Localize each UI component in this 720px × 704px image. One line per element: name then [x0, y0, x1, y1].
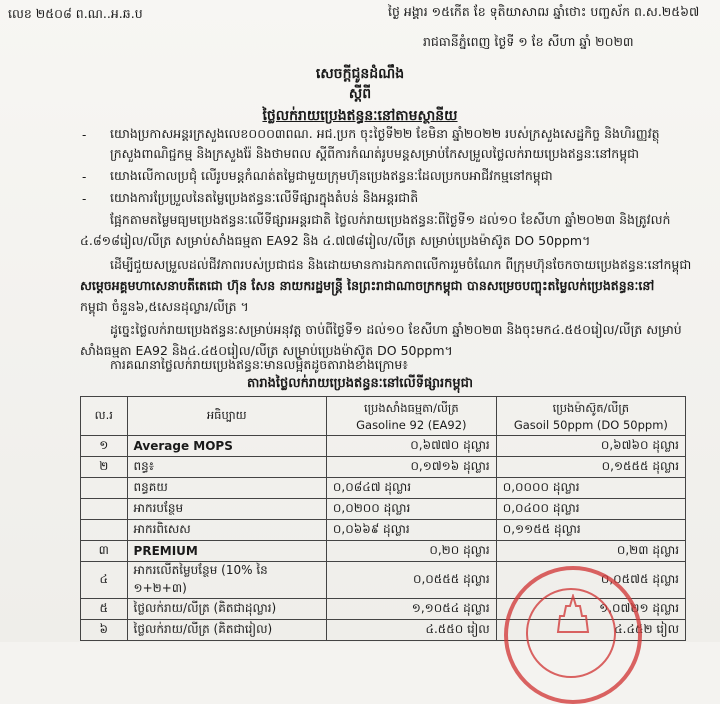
row-gasoline-value: ០,៦៧៧០ ដុល្លារ — [326, 436, 496, 457]
about-label: ស្តីពី — [348, 86, 372, 102]
row-gasoline-value: ០,១៧១៦ ដុល្លារ — [326, 457, 496, 478]
paragraph-2-line-1: ដើម្បីជួយសម្រួលដល់ជីវភាពរបស់ប្រជាជន និងដោយមានការឯកភាពលើការរួមចំណែក ពីក្រុមហ៊ុនចែកចាយប្រេងឥន្ធនៈនៅកម្ពុជា — [110, 257, 692, 272]
row-gasoil-value: ០,១១៥៥ ដុល្លារ — [496, 520, 685, 541]
bullet-1-line-1: យោងប្រកាសអន្តរក្រសួងលេខ០០០៣ពណ. អជ.ប្រក ចុះថ្ងៃទី២២ ខែមិនា ឆ្នាំ២០២២ របស់ក្រសួងសេដ្ឋកិច្ច និងហិរញ្ញវត្ថុ — [110, 126, 660, 141]
paragraph-4: ការគណនាថ្លៃលក់រាយប្រេងឥន្ធនៈមានលម្អិតដូចតារាងខាងក្រោម៖ — [110, 357, 408, 372]
bullet-dash: - — [82, 128, 87, 142]
bullet-3: យោងការប្រែប្រួលនៃតម្លៃប្រេងឥន្ធនៈលើទីផ្សារក្នុងតំបន់ និងអន្តរជាតិ — [110, 190, 419, 205]
row-number: ១ — [81, 436, 128, 457]
reference-number: លេខ ២៥០៨ ព.ណ..អ.ឆ.ប — [8, 6, 143, 21]
row-gasoil-value: ០,០៥៧៥ ដុល្លារ — [496, 562, 685, 599]
notice-title: សេចក្តីជូនដំណឹង — [315, 66, 405, 82]
subject-title: ថ្លៃលក់រាយប្រេងឥន្ធនៈនៅតាមស្ថានីយ — [262, 108, 458, 124]
paragraph-2-line-2: សម្តេចអគ្គមហាសេនាបតីតេជោ ហ៊ុន សែន នាយករដ្ឋមន្ត្រី នៃព្រះរាជាណាចក្រកម្ពុជា បានសម្រេចបញ្ចុះតម្លៃលក់ប្រេងឥន្ធនៈនៅ — [80, 278, 655, 293]
bullet-dash: - — [82, 170, 87, 184]
header-gasoline-kh: ប្រេងសាំងធម្មតា/លីត្រ — [363, 400, 459, 415]
row-number: ៤ — [81, 562, 128, 599]
row-number: ២ — [81, 457, 128, 478]
row-number — [81, 478, 128, 499]
header-gasoline-en: Gasoline 92 (EA92) — [356, 417, 467, 432]
row-description: Average MOPS — [127, 436, 326, 457]
row-description: អាករបន្ថែម — [127, 499, 326, 520]
lunar-date: ថ្ងៃ អង្គារ ១៥កើត ខែ ទុតិយាសាឍ ឆ្នាំថោះ បញ្ចស័ក ព.ស.២៥៦៧ — [388, 4, 700, 19]
row-gasoil-value: ០,០៤០០ ដុល្លារ — [496, 499, 685, 520]
paragraph-1-line-2: ៤.៨១៨រៀល/លីត្រ សម្រាប់សាំងធម្មតា EA92 និង ៤.៧៧៨រៀល/លីត្រ សម្រាប់ប្រេងម៉ាស៊ូត DO 50ppm។ — [80, 233, 591, 248]
row-description: ថ្លៃលក់រាយ/លីត្រ (គិតជារៀល) — [127, 620, 326, 641]
row-gasoil-value: ១,០៧២១ ដុល្លារ — [496, 599, 685, 620]
row-gasoline-value: ០,២០ ដុល្លារ — [326, 541, 496, 562]
table-header-row — [81, 397, 686, 436]
row-description: អាករលើតម្លៃបន្ថែម (10% នៃ ១+២+៣) — [127, 562, 326, 599]
table-title: តារាងថ្លៃលក់រាយប្រេងឥន្ធនៈនៅលើទីផ្សារកម្ពុជា — [246, 376, 474, 391]
row-description: ពន្ធគយ — [127, 478, 326, 499]
table-row — [81, 520, 686, 541]
table-row — [81, 541, 686, 562]
row-gasoil-value: ០,១៥៥៥ ដុល្លារ — [496, 457, 685, 478]
header-gasoil-kh: ប្រេងម៉ាស៊ូត/លីត្រ — [552, 400, 630, 415]
table-row — [81, 478, 686, 499]
row-number: ៥ — [81, 599, 128, 620]
table-row — [81, 457, 686, 478]
row-description: ពន្ធ៖ — [127, 457, 326, 478]
row-number — [81, 499, 128, 520]
row-number — [81, 520, 128, 541]
row-gasoline-value: ៤.៥៥០ រៀល — [326, 620, 496, 641]
row-gasoil-value: ០,០០០០ ដុល្លារ — [496, 478, 685, 499]
header-gasoil-en: Gasoil 50ppm (DO 50ppm) — [513, 417, 668, 432]
row-number: ៦ — [81, 620, 128, 641]
paragraph-2-line-3: កម្ពុជា ចំនួន៦,៥សេនដុល្លារ/លីត្រ ។ — [80, 299, 249, 314]
solar-date: រាជធានីភ្នំពេញ ថ្ងៃទី ១ ខែ សីហា ឆ្នាំ ២០២៣ — [423, 34, 634, 49]
row-gasoline-value: ១,១០៥៤ ដុល្លារ — [326, 599, 496, 620]
temple-icon — [556, 594, 590, 634]
row-gasoline-value: ០,០៥៥៥ ដុល្លារ — [326, 562, 496, 599]
row-gasoil-value: ០,២៣ ដុល្លារ — [496, 541, 685, 562]
row-gasoline-value: ០,០៨៤៧ ដុល្លារ — [326, 478, 496, 499]
paragraph-3-line-2: សាំងធម្មតា EA92 និង៤.៤៥០រៀល/លីត្រ សម្រាប់ប្រេងម៉ាស៊ូត DO 50ppm។ — [80, 343, 453, 358]
row-number: ៣ — [81, 541, 128, 562]
row-description: អាករពិសេស — [127, 520, 326, 541]
paragraph-1-line-1: ផ្អែកតាមតម្លៃមធ្យមប្រេងឥន្ធនៈលើទីផ្សារអន្តរជាតិ ថ្លៃលក់រាយប្រេងឥន្ធនៈពីថ្ងៃទី១ ដល់១០ ខែសីហា ឆ្នាំ២០២៣ និងត្រូវលក់ — [110, 212, 671, 227]
bullet-1-line-2: ក្រសួងពាណិជ្ជកម្ម និងក្រសួងរ៉ែ និងថាមពល ស្តីពីការកំណត់រូបមន្តសម្រាប់កែសម្រួលថ្លៃលក់រាយប្រេងឥន្ធនៈនៅកម្ពុជា — [110, 146, 640, 161]
paragraph-3-line-1: ដូច្នេះថ្លៃលក់រាយប្រេងឥន្ធនៈសម្រាប់អនុវត្ត ចាប់ពីថ្ងៃទី១ ដល់១០ ខែសីហា ឆ្នាំ២០២៣ និងចុះមក៤.៥៥០រៀល/លីត្រ សម្រាប់ — [110, 322, 682, 337]
row-gasoil-value: ០,៦៧៦០ ដុល្លារ — [496, 436, 685, 457]
table-row — [81, 499, 686, 520]
header-description: អធិប្បាយ — [127, 397, 326, 436]
header-gasoil — [496, 397, 685, 436]
row-gasoline-value: ០,០២០០ ដុល្លារ — [326, 499, 496, 520]
bullet-dash: - — [82, 192, 87, 206]
row-description: PREMIUM — [127, 541, 326, 562]
row-gasoil-value: ៤.៤៥២ រៀល — [496, 620, 685, 641]
table-row — [81, 436, 686, 457]
header-no: ល.រ — [81, 397, 128, 436]
bullet-2: យោងលើកាលប្រជុំ លើរូបមន្តកំណត់តម្លៃជាមួយក្រុមហ៊ុនប្រេងឥន្ធនៈដែលប្រកបអាជីវកម្មនៅកម្ពុជា — [110, 168, 553, 183]
row-gasoline-value: ០,០៦៦៩ ដុល្លារ — [326, 520, 496, 541]
header-gasoline — [326, 397, 496, 436]
official-stamp — [504, 566, 642, 704]
row-description: ថ្លៃលក់រាយ/លីត្រ (គិតជាដុល្លារ) — [127, 599, 326, 620]
